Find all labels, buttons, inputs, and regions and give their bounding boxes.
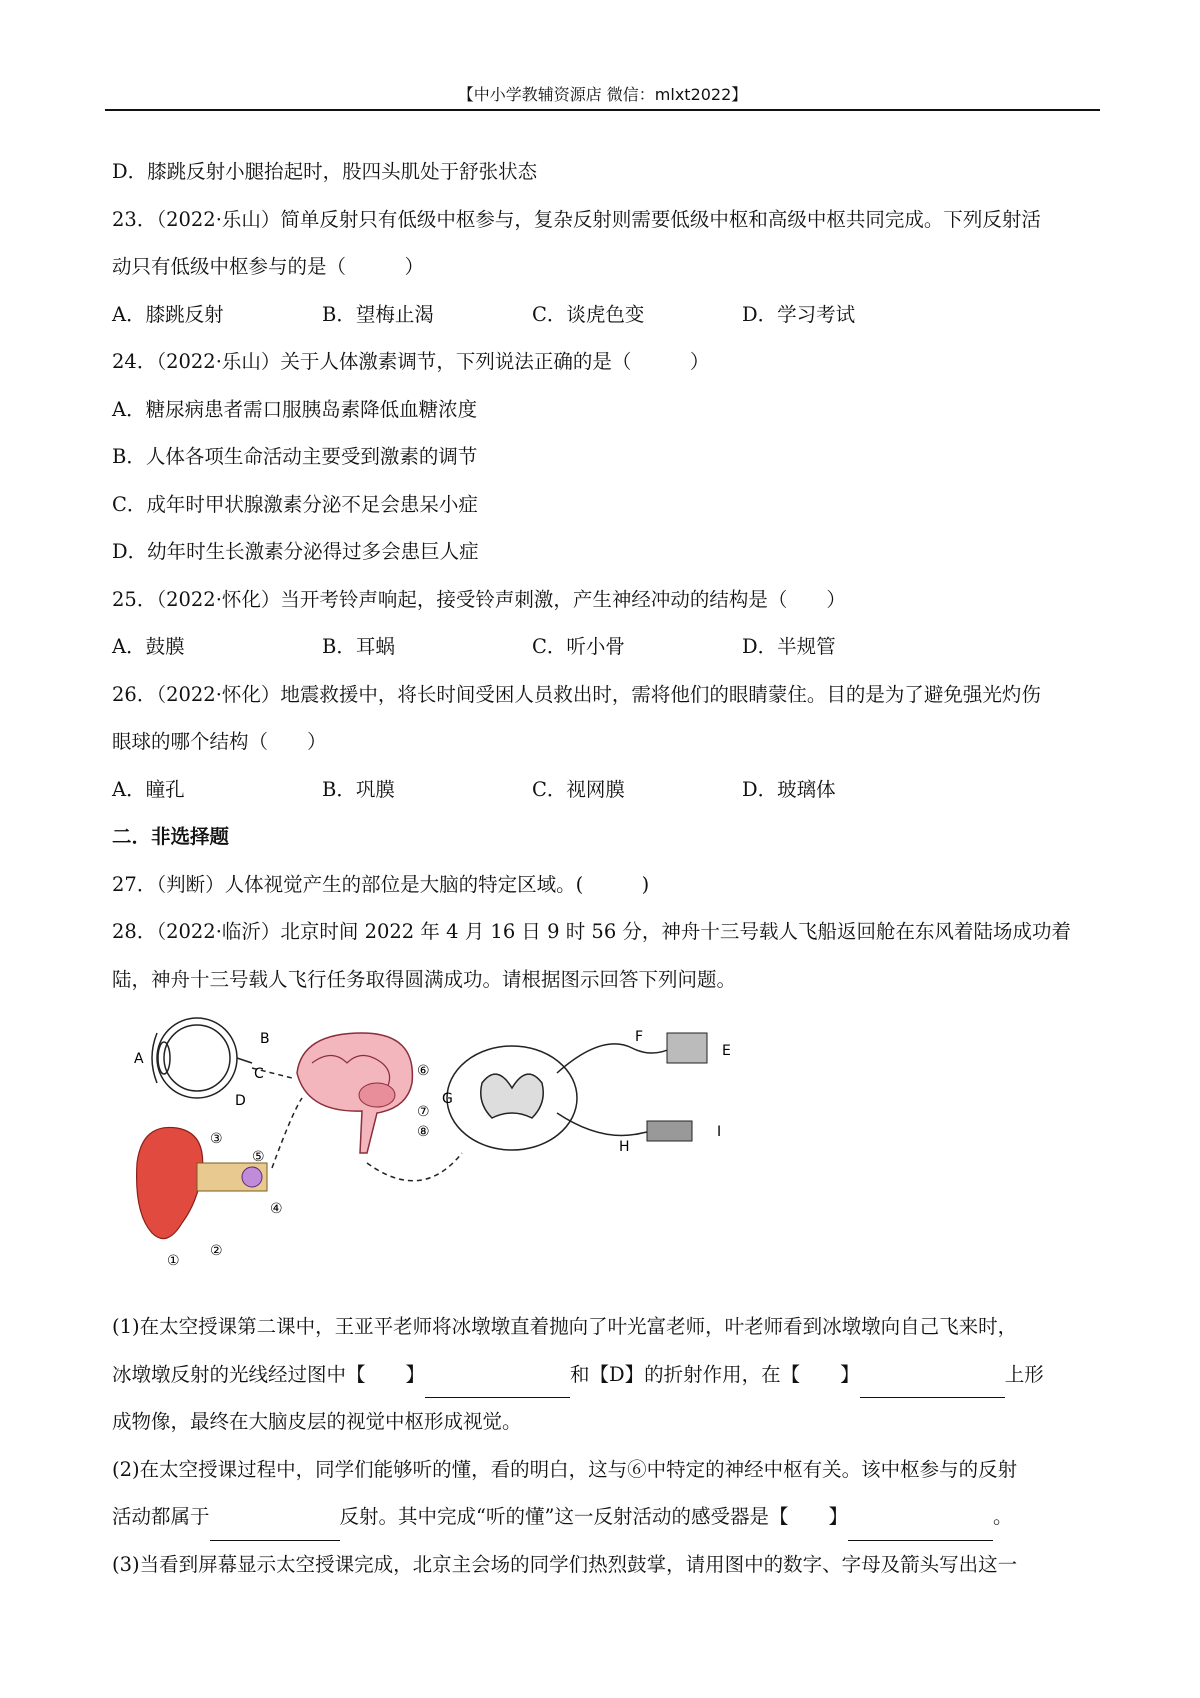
sub2-line2 [112, 1493, 1102, 1541]
sub1-line2 [112, 1351, 1102, 1399]
label-f: F [635, 1029, 644, 1045]
section-title: 二．非选择题 [112, 825, 230, 848]
q24-option-b: B．人体各项生命活动主要受到激素的调节 [112, 445, 478, 468]
q25-option-a: A．鼓膜 [112, 635, 185, 658]
page-header: 【中小学教辅资源店 微信：mlxt2022】 [457, 85, 748, 104]
ear-diagram [137, 1127, 267, 1238]
q26-option-c: C．视网膜 [532, 777, 625, 801]
q25-option-d: D．半规管 [742, 635, 836, 658]
document-body [112, 148, 1102, 1588]
q23-stem-line2: 动只有低级中枢参与的是（ ） [112, 255, 425, 278]
q26-option-a: A．瞳孔 [112, 777, 185, 801]
q27-stem: 27．（判断）人体视觉产生的部位是大脑的特定区域。( ) [112, 872, 650, 896]
spinal-cord-diagram [447, 1044, 677, 1150]
q26-stem-line2: 眼球的哪个结构（ ） [112, 730, 327, 753]
answer-blank-2[interactable] [860, 1367, 1005, 1398]
q28-stem-line2: 陆，神舟十三号载人飞行任务取得圆满成功。请根据图示回答下列问题。 [112, 967, 737, 991]
label-1: ① [167, 1253, 180, 1269]
label-d: D [235, 1093, 246, 1109]
sub1-text-c: 和【D】的折射作用，在【 [570, 1362, 801, 1386]
answer-blank-4[interactable] [848, 1510, 993, 1541]
label-i: I [717, 1124, 722, 1140]
sub1-text-e: 上形 [1004, 1362, 1044, 1386]
label-2: ② [210, 1243, 223, 1259]
q23-options [112, 291, 1102, 339]
sub3-line1: (3)当看到屏幕显示太空授课完成，北京主会场的同学们热烈鼓掌，请用图中的数字、字母及箭头写出这一 [112, 1552, 1018, 1576]
label-5: ⑤ [252, 1149, 265, 1165]
q23-option-a: A．膝跳反射 [112, 302, 224, 326]
q25-stem: 25．（2022·怀化）当开考铃声响起，接受铃声刺激，产生神经冲动的结构是（ ） [112, 587, 846, 611]
q26-option-d: D．玻璃体 [742, 777, 836, 801]
label-c: C [254, 1066, 264, 1082]
label-e: E [722, 1043, 731, 1059]
sub2-line1: (2)在太空授课过程中，同学们能够听的懂，看的明白，这与⑥中特定的神经中枢有关。该中枢参与的反射 [112, 1457, 1018, 1481]
label-6: ⑥ [417, 1063, 430, 1079]
nervous-system-figure [112, 1003, 1102, 1303]
label-8: ⑧ [417, 1124, 430, 1140]
q24-stem: 24．（2022·乐山）关于人体激素调节，下列说法正确的是（ ） [112, 350, 710, 373]
sub1-text-d: 】 [840, 1362, 860, 1386]
sub2-text-d: 。 [992, 1505, 1013, 1528]
sub1-line3: 成物像，最终在大脑皮层的视觉中枢形成视觉。 [112, 1410, 522, 1433]
sub1-line1: (1)在太空授课第二课中，王亚平老师将冰墩墩直着抛向了叶光富老师，叶老师看到冰墩墩向自己飞来时， [112, 1315, 1018, 1338]
eye-diagram [152, 1018, 252, 1098]
answer-blank-1[interactable] [425, 1367, 570, 1398]
q23-option-b: B．望梅止渴 [322, 302, 434, 326]
q25-option-c: C．听小骨 [532, 635, 625, 658]
brain-diagram [297, 1033, 412, 1153]
q23-option-d: D．学习考试 [742, 302, 856, 326]
q24-option-a: A．糖尿病患者需口服胰岛素降低血糖浓度 [112, 397, 478, 421]
effector-muscle [647, 1121, 692, 1141]
label-4: ④ [270, 1201, 283, 1217]
q23-option-c: C．谈虎色变 [532, 302, 645, 326]
header-divider [105, 109, 1100, 111]
receptor-skin [667, 1033, 707, 1063]
q28-stem-line1: 28．（2022·临沂）北京时间 2022 年 4 月 16 日 9 时 56 分，神舟十三号载人飞船返回舱在东风着陆场成功着 [112, 920, 1071, 943]
q25-options [112, 623, 1102, 671]
q22-option-d: D．膝跳反射小腿抬起时，股四头肌处于舒张状态 [112, 160, 538, 183]
answer-blank-3[interactable] [210, 1510, 340, 1541]
q26-option-b: B．巩膜 [322, 777, 395, 801]
label-h: H [619, 1139, 630, 1155]
q24-option-c: C．成年时甲状腺激素分泌不足会患呆小症 [112, 492, 478, 516]
q26-options [112, 766, 1102, 814]
label-g: G [442, 1091, 453, 1107]
label-b: B [260, 1031, 270, 1047]
q26-stem-line1: 26．（2022·怀化）地震救援中，将长时间受困人员救出时，需将他们的眼睛蒙住。目的是为了避免强光灼伤 [112, 682, 1041, 706]
sub2-text-b: 反射。其中完成“听的懂”这一反射活动的感受器是【 [339, 1505, 789, 1528]
q23-stem-line1: 23．（2022·乐山）简单反射只有低级中枢参与，复杂反射则需要低级中枢和高级中枢共同完成。下列反射活 [112, 207, 1041, 231]
sub1-text-b: 】 [405, 1362, 426, 1386]
sub2-text-c: 】 [828, 1505, 848, 1528]
sub1-text-a: 冰墩墩反射的光线经过图中【 [112, 1362, 366, 1386]
q24-option-d: D．幼年时生长激素分泌得过多会患巨人症 [112, 540, 479, 563]
q25-option-b: B．耳蜗 [322, 635, 395, 658]
sub2-text-a: 活动都属于 [112, 1505, 210, 1528]
label-7: ⑦ [417, 1104, 430, 1120]
label-3: ③ [210, 1131, 223, 1147]
label-a: A [134, 1051, 144, 1067]
figure-drawing [132, 1003, 752, 1283]
